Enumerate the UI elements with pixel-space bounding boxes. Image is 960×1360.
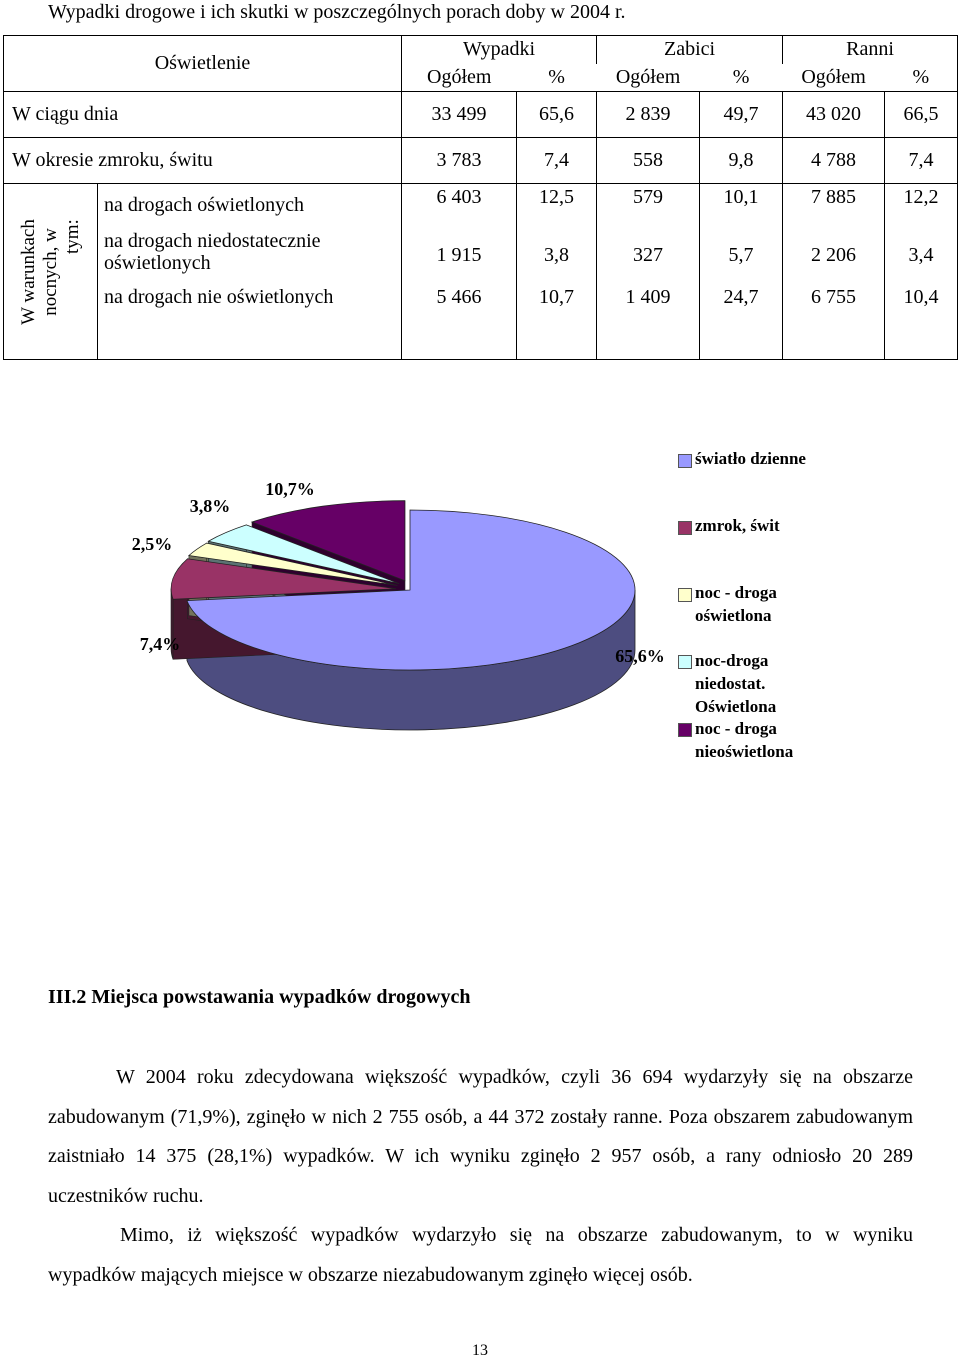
row-label: W okresie zmroku, świtu [4, 138, 402, 184]
subheader: % [732, 65, 750, 88]
legend-label: noc-droga [695, 651, 769, 670]
cell: 43 020 [783, 92, 885, 138]
legend-label: nieoświetlona [695, 742, 794, 761]
cell: 12,2 [903, 186, 939, 208]
subheader: % [548, 65, 565, 88]
header-group-killed: Zabici [597, 36, 783, 64]
night-col [885, 184, 958, 360]
night-rows [4, 184, 958, 360]
cell: 33 499 [402, 92, 517, 138]
table-row [4, 92, 958, 138]
page-number: 13 [472, 1342, 488, 1359]
cell: 3,8 [544, 244, 570, 266]
cell: 9,8 [700, 138, 783, 184]
cell: 1 915 [436, 244, 482, 266]
table-row [4, 138, 958, 184]
row-label: na drogach oświetlonych [104, 194, 304, 216]
legend-swatch [678, 655, 692, 669]
cell: 10,7 [539, 286, 575, 308]
legend-swatch [678, 454, 692, 468]
paragraph: W 2004 roku zdecydowana większość wypadków, czyli 36 694 wydarzyły się na obszarze zabudowanym (71,9%), zginęło w nich 2 755 osób, a 44 372 zostały ranne. Poza obszarem zabudowanym zaistniało 14 375 (28,1%) wypadków. W ich wyniku zginęło 2 957 osób, a rany odniosło 20 289 uczestników ruchu. [48, 1066, 913, 1207]
cell: 65,6 [517, 92, 597, 138]
header-lighting: Oświetlenie [4, 36, 402, 92]
legend-label: niedostat. [695, 674, 766, 693]
cell: 6 755 [811, 286, 857, 308]
subheader: % [885, 64, 958, 92]
legend-label: oświetlona [695, 606, 772, 625]
pie-data-label: 65,6% [615, 646, 665, 666]
cell: 558 [597, 138, 700, 184]
cell: 7,4 [885, 138, 958, 184]
legend-label: światło dzienne [695, 449, 806, 468]
cell: 6 403 [436, 186, 482, 208]
pie-chart [100, 440, 940, 780]
cell: 5,7 [728, 244, 754, 266]
night-col [597, 184, 700, 360]
cell: 2 839 [597, 92, 700, 138]
row-label: na drogach niedostatecznie oświetlonych [104, 230, 321, 274]
row-label: W ciągu dnia [4, 92, 402, 138]
night-col [517, 184, 597, 360]
accidents-table [3, 35, 958, 360]
subheader: Ogółem [801, 65, 866, 88]
header-group-injured: Ranni [783, 36, 958, 64]
legend-swatch [678, 723, 692, 737]
night-row-labels [98, 184, 402, 360]
pie-data-label: 2,5% [131, 534, 173, 554]
cell: 12,5 [539, 186, 575, 208]
subheader: Ogółem [615, 65, 681, 88]
legend-label: noc - droga [695, 583, 777, 602]
table-caption: Wypadki drogowe i ich skutki w poszczególnych porach doby w 2004 r. [48, 1, 626, 23]
cell: 10,4 [903, 286, 939, 308]
pie-data-label: 3,8% [189, 496, 231, 516]
legend-label: zmrok, świt [695, 516, 780, 535]
night-col [700, 184, 783, 360]
cell: 327 [633, 244, 664, 266]
cell: 49,7 [700, 92, 783, 138]
cell: 7,4 [517, 138, 597, 184]
legend-label: noc - droga [695, 719, 777, 738]
paragraph: Mimo, iż większość wypadków wydarzyło się na obszarze zabudowanym, to w wyniku wypadków mających miejsce w obszarze niezabudowanym zginęło więcej osób. [48, 1224, 913, 1286]
cell: 66,5 [885, 92, 958, 138]
cell: 4 788 [783, 138, 885, 184]
legend-label: Oświetlona [695, 697, 777, 716]
cell: 24,7 [723, 286, 759, 308]
night-col [783, 184, 885, 360]
header-group-accidents: Wypadki [402, 36, 597, 64]
cell: 5 466 [436, 286, 482, 308]
night-label-line: tym: [61, 218, 83, 254]
subheader: Ogółem [402, 64, 517, 92]
night-label-line: nocnych, w [39, 227, 61, 316]
row-label: na drogach nie oświetlonych [104, 286, 334, 308]
night-group-label [4, 184, 98, 360]
cell: 3 783 [402, 138, 517, 184]
cell: 1 409 [625, 286, 671, 308]
pie-data-label: 7,4% [139, 634, 181, 654]
night-label-line: W warunkach [17, 218, 39, 325]
cell: 2 206 [811, 244, 857, 266]
legend-swatch [678, 521, 692, 535]
cell: 3,4 [908, 244, 934, 266]
night-col [402, 184, 517, 360]
pie-chart-svg [100, 440, 940, 780]
legend-swatch [678, 588, 692, 602]
pie-data-label: 10,7% [265, 479, 315, 499]
cell: 10,1 [723, 186, 759, 208]
cell: 7 885 [811, 186, 857, 208]
cell: 579 [633, 186, 664, 208]
section-heading: III.2 Miejsca powstawania wypadków drogowych [48, 986, 471, 1008]
